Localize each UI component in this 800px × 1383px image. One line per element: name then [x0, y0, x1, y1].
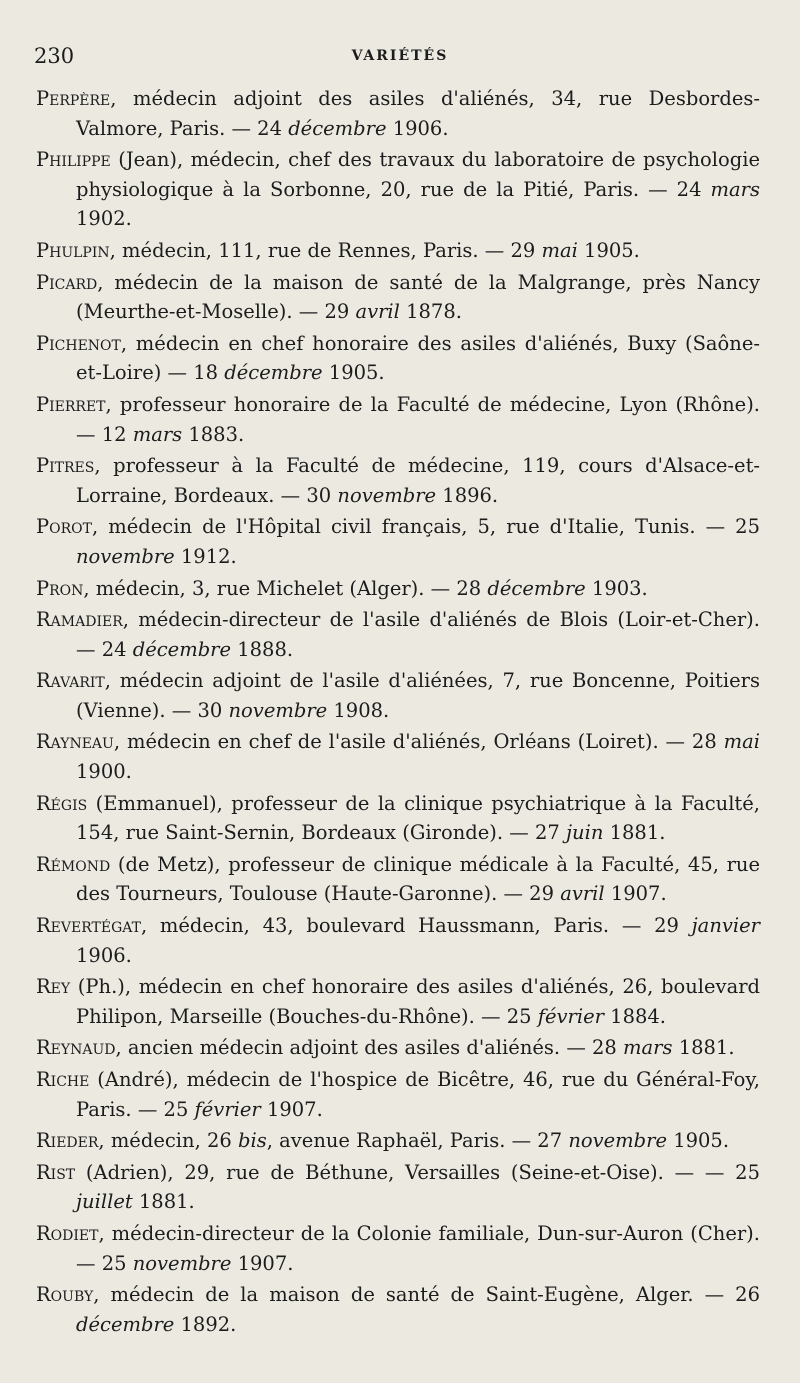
entry-year: 1878. — [399, 300, 462, 324]
entry-month: décembre — [224, 361, 323, 385]
entry-month: décembre — [132, 637, 232, 661]
directory-entry — [36, 1219, 760, 1278]
entry-year: 1906. — [76, 943, 132, 967]
entry-month: novembre — [76, 544, 175, 568]
entry-text: (André), médecin de l'hospice de Bicêtre, 46, rue du Général-Foy, Paris. — 25 — [76, 1068, 760, 1121]
directory-entry — [36, 911, 760, 970]
entry-year: 1881. — [132, 1190, 195, 1214]
entry-month: décembre — [76, 1312, 175, 1336]
entry-year: 1892. — [174, 1312, 237, 1336]
directory-entry — [36, 145, 760, 234]
entry-text: , professeur à la Faculté de médecine, 119, cours d'Alsace-et-Lorraine, Bordeaux. — 30 — [76, 454, 760, 507]
entry-year: 1907. — [231, 1251, 294, 1275]
entry-text: , médecin, 111, rue de Rennes, Paris. — 29 — [109, 238, 542, 262]
entry-year: 1900. — [76, 760, 132, 784]
entry-name: Revertégat — [36, 914, 141, 938]
entry-year: 1905. — [667, 1129, 730, 1153]
entry-bis: bis — [238, 1129, 267, 1153]
entry-name: Pitres — [36, 454, 95, 478]
directory-entry — [36, 605, 760, 664]
entry-text: , ancien médecin adjoint des asiles d'aliénés. — 28 — [115, 1036, 624, 1060]
entry-name: Philippe — [36, 148, 111, 172]
entry-text: , médecin adjoint des asiles d'aliénés, 34, rue Desbordes-Valmore, Paris. — 24 — [76, 87, 760, 140]
entry-name: Pierret — [36, 392, 106, 416]
entry-month: janvier — [691, 914, 760, 938]
entry-name: Rieder — [36, 1129, 99, 1153]
directory-entry — [36, 666, 760, 725]
entry-name: Rémond — [36, 852, 111, 876]
entry-year: 1896. — [436, 483, 499, 507]
entry-name: Perpère — [36, 87, 111, 110]
entry-name: Rouby — [36, 1283, 94, 1307]
entry-name: Rey — [36, 975, 71, 999]
entry-year: 1907. — [604, 882, 667, 906]
page-header — [34, 44, 766, 74]
entry-text: , médecin adjoint de l'asile d'aliénées, 7, rue Boncenne, Poitiers (Vienne). — 30 — [76, 669, 760, 722]
entry-month: novembre — [337, 483, 437, 507]
entry-name: Ramadier — [36, 608, 123, 632]
entry-name: Pron — [36, 576, 84, 600]
entry-year: 1906. — [386, 116, 449, 140]
entry-year: 1881. — [603, 821, 666, 845]
directory-entry — [36, 574, 760, 604]
directory-entry — [36, 1280, 760, 1339]
directory-entry — [36, 972, 760, 1031]
entry-year: 1908. — [327, 698, 390, 722]
entry-text: , médecin-directeur de l'asile d'aliénés de Blois (Loir-et-Cher). — 24 — [76, 608, 760, 661]
directory-entry — [36, 850, 760, 909]
entry-month: avril — [560, 882, 605, 906]
entry-month: décembre — [288, 116, 387, 140]
entry-text: , médecin de l'Hôpital civil français, 5, rue d'Italie, Tunis. — 25 — [91, 515, 760, 539]
entry-year: 1884. — [603, 1004, 666, 1028]
entry-year: 1907. — [260, 1097, 323, 1121]
directory-entry — [36, 84, 760, 143]
entry-name: Picard — [36, 270, 98, 294]
directory-entry — [36, 451, 760, 510]
entry-name: Porot — [36, 515, 92, 539]
entry-text: (Ph.), médecin en chef honoraire des asiles d'aliénés, 26, boulevard Philipon, Marseille (Bouches-du-Rhône). — 25 — [70, 975, 760, 1028]
entry-month: mai — [723, 730, 760, 754]
entry-year: 1883. — [182, 422, 245, 446]
entry-month: mars — [623, 1036, 673, 1060]
entry-name: Pichenot — [36, 331, 121, 355]
entry-text: (de Metz), professeur de clinique médicale à la Faculté, 45, rue des Tourneurs, Toulouse (Haute-Garonne). — 29 — [76, 852, 760, 906]
entry-name: Riche — [36, 1068, 90, 1091]
entry-text-2: , avenue Raphaël, Paris. — 27 — [266, 1129, 569, 1153]
entry-month: avril — [355, 300, 400, 324]
entry-month: décembre — [487, 576, 586, 600]
entry-text: , médecin de la maison de santé de la Malgrange, près Nancy (Meurthe-et-Moselle). — 29 — [76, 270, 760, 324]
entry-text: , médecin en chef honoraire des asiles d'aliénés, Buxy (Saône-et-Loire) — 18 — [76, 331, 760, 385]
entry-text: , médecin, 26 — [98, 1129, 238, 1153]
directory-entry — [36, 1033, 760, 1063]
entry-year: 1912. — [174, 544, 237, 568]
directory-entry — [36, 268, 760, 327]
entry-month: mars — [710, 177, 760, 201]
page-number: 230 — [34, 44, 75, 68]
entry-text: , médecin, 3, rue Michelet (Alger). — 28 — [83, 576, 488, 600]
entry-month: novembre — [132, 1251, 232, 1275]
directory-entry — [36, 727, 760, 786]
entry-name: Reynaud — [36, 1036, 116, 1060]
directory-entry — [36, 1065, 760, 1124]
entry-text: , médecin de la maison de santé de Saint-Eugène, Alger. — 26 — [93, 1283, 760, 1307]
entry-text: , professeur honoraire de la Faculté de médecine, Lyon (Rhône). — 12 — [76, 392, 760, 446]
directory-entry — [36, 236, 760, 266]
directory-entry — [36, 1158, 760, 1217]
entry-year: 1903. — [585, 576, 648, 600]
entry-year: 1905. — [322, 361, 385, 385]
entry-month: mai — [541, 238, 578, 262]
entry-text: (Emmanuel), professeur de la clinique psychiatrique à la Faculté, 154, rue Saint-Sernin, Bordeaux (Gironde). — 27 — [76, 791, 760, 845]
entry-text: (Adrien), 29, rue de Béthune, Versailles (Seine-et-Oise). — — 25 — [75, 1160, 760, 1184]
entry-month: juillet — [76, 1190, 133, 1214]
entry-name: Rist — [36, 1160, 76, 1184]
entry-text: , médecin-directeur de la Colonie familiale, Dun-sur-Auron (Cher). — 25 — [76, 1221, 760, 1275]
entry-month: mars — [132, 422, 183, 446]
entry-month: juin — [566, 821, 604, 845]
directory-entry — [36, 390, 760, 449]
directory-entry — [36, 512, 760, 571]
entry-year: 1888. — [231, 637, 294, 661]
directory-entry — [36, 789, 760, 848]
entry-month: février — [537, 1004, 604, 1028]
directory-entry — [36, 329, 760, 388]
directory-entry — [36, 1126, 760, 1156]
running-head: VARIÉTÉS — [351, 48, 449, 64]
entry-year: 1905. — [577, 238, 640, 262]
entry-name: Phulpin — [36, 238, 110, 262]
entry-name: Rodiet — [36, 1221, 99, 1245]
entry-text: (Jean), médecin, chef des travaux du laboratoire de psychologie physiologique à la Sorbonne, 20, rue de la Pitié, Paris. — 24 — [76, 148, 760, 201]
entry-name: Ravarit — [36, 669, 105, 693]
entry-month: novembre — [228, 698, 328, 722]
entry-name: Rayneau — [36, 730, 114, 754]
entry-year: 1881. — [672, 1036, 735, 1060]
entry-month: février — [194, 1097, 261, 1121]
entry-text: , médecin en chef de l'asile d'aliénés, Orléans (Loiret). — 28 — [113, 730, 724, 754]
entry-month: novembre — [568, 1129, 668, 1153]
directory-entries — [36, 84, 760, 1341]
entry-name: Régis — [36, 791, 88, 815]
entry-text: , médecin, 43, boulevard Haussmann, Paris. — 29 — [140, 914, 692, 938]
entry-year: 1902. — [76, 207, 132, 231]
